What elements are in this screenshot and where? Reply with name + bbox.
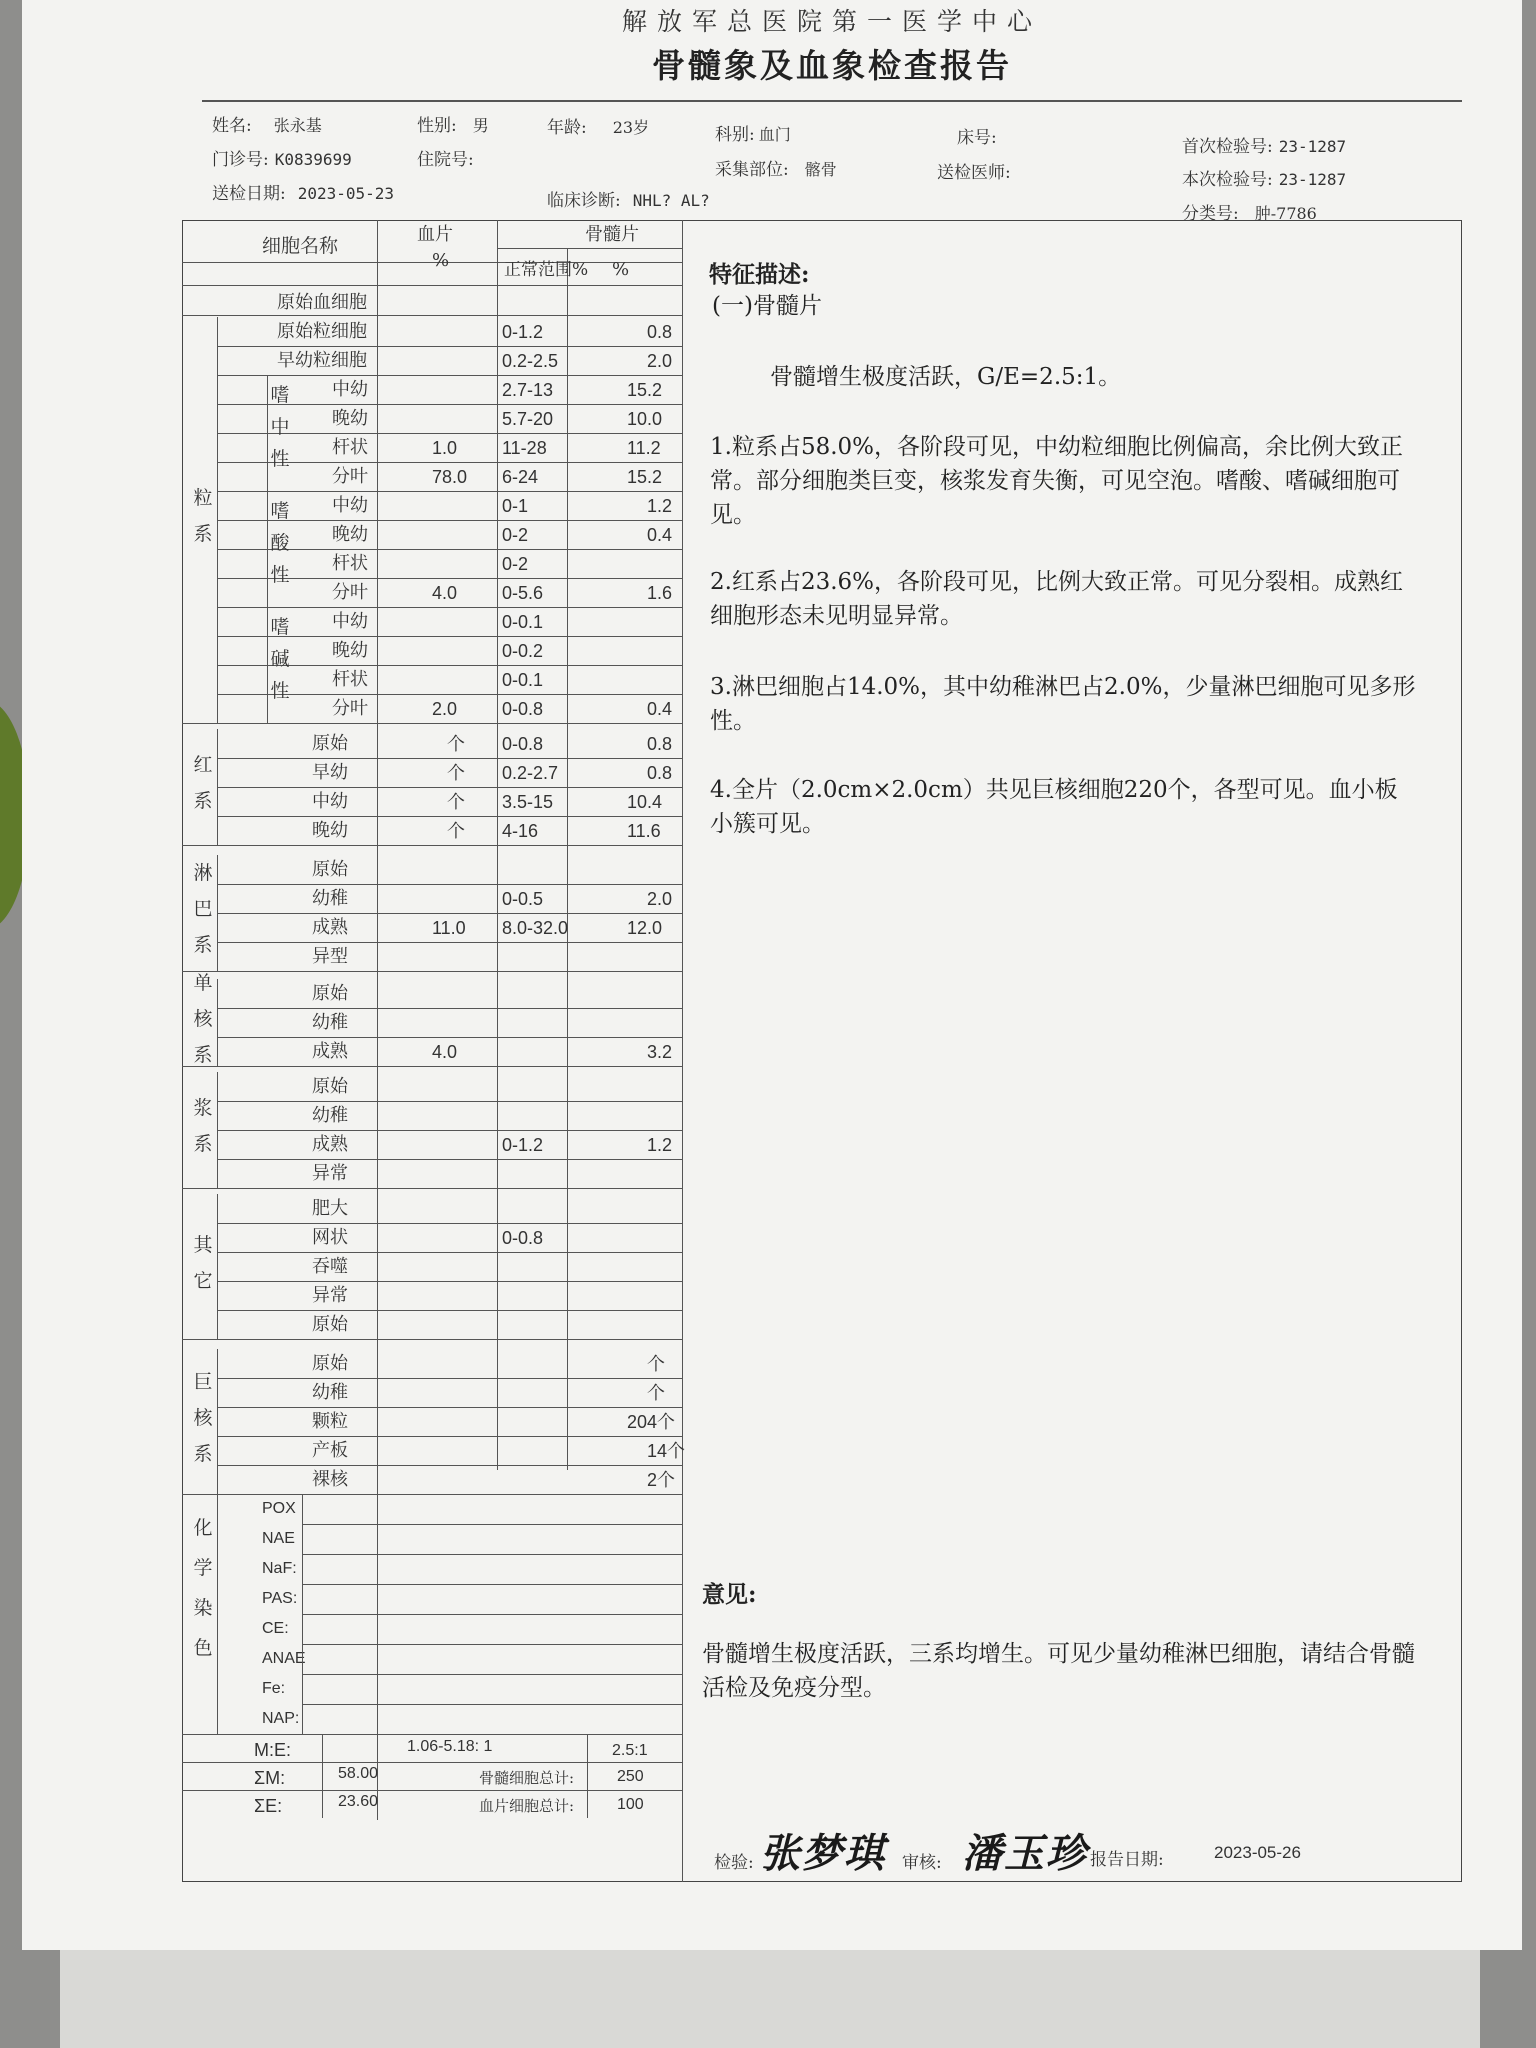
sample-site-field: 采集部位: 髂骨 — [715, 160, 837, 180]
row-pct: 2.0 — [647, 889, 673, 909]
grid-line — [217, 787, 682, 788]
grid-line — [182, 1494, 682, 1495]
row-pct: 0.4 — [647, 699, 673, 719]
row-name: 原始 — [312, 859, 348, 880]
grid-line — [182, 971, 682, 972]
row-range: 0-0.8 — [502, 734, 544, 754]
grid-line — [217, 979, 218, 1066]
blood-total-label: 血片细胞总计: — [479, 1797, 575, 1815]
inpatient-no-field: 住院号: — [417, 150, 474, 170]
header-rule — [202, 100, 1462, 102]
row-range: 6-24 — [502, 467, 539, 487]
sum-m-value: 58.00 — [338, 1765, 379, 1782]
grid-line — [217, 1101, 682, 1102]
row-name: 原始 — [312, 1314, 348, 1335]
grid-line — [497, 248, 682, 249]
grid-line — [217, 913, 682, 914]
row-range: 0-1 — [502, 496, 529, 516]
row-name: 晚幼 — [312, 820, 348, 841]
row-name: 杆状 — [332, 437, 368, 458]
row-range: 4-16 — [502, 821, 539, 841]
row-range: 0-0.8 — [502, 1228, 544, 1248]
row-pct: 14个 — [647, 1441, 686, 1461]
subgroup-char: 性 — [270, 448, 290, 470]
grid-line — [182, 1188, 682, 1189]
row-blood: 78.0 — [432, 467, 468, 487]
grid-line — [182, 1734, 682, 1735]
row-range: 11-28 — [502, 438, 547, 458]
row-name: 网状 — [312, 1227, 348, 1248]
grid-line — [267, 607, 268, 723]
row-name: 晚幼 — [332, 524, 368, 545]
grid-line — [302, 1584, 682, 1585]
row-name: 成熟 — [312, 1041, 348, 1062]
grid-line — [217, 607, 682, 608]
row-name: 分叶 — [332, 698, 368, 719]
row-name: 中幼 — [312, 791, 348, 812]
chem-label: CE: — [262, 1620, 289, 1637]
chem-char: 化 — [193, 1517, 213, 1539]
subgroup-char: 嗜 — [270, 616, 290, 638]
reviewer-label: 审核: — [902, 1853, 942, 1873]
row-name: 中幼 — [332, 495, 368, 516]
this-test-no-field: 本次检验号: 23-1287 — [1182, 170, 1347, 190]
opinion-heading: 意见: — [702, 1581, 757, 1608]
chem-label: NAP: — [262, 1710, 300, 1727]
description-summary: 骨髓增生极度活跃，G/E=2.5:1。 — [770, 364, 1122, 390]
row-name: 产板 — [312, 1440, 348, 1461]
row-pct: 10.4 — [627, 792, 663, 812]
hospital-name: 解放军总医院第一医学中心 — [621, 7, 1042, 36]
grid-line — [302, 1644, 682, 1645]
grid-line — [587, 1734, 588, 1818]
row-range: 0.2-2.5 — [502, 351, 559, 371]
group-label-plasma: 浆 系 — [193, 1097, 213, 1155]
grid-line — [302, 1674, 682, 1675]
grid-line — [322, 1734, 323, 1818]
chem-label: NaF: — [262, 1560, 297, 1577]
row-range: 3.5-15 — [502, 792, 554, 812]
row-name: 早幼 — [312, 762, 348, 783]
row-blood: 4.0 — [432, 1042, 458, 1062]
outpatient-no-field: 门诊号: K0839699 — [212, 150, 352, 170]
bed-field: 床号: — [957, 128, 997, 148]
chem-char: 色 — [193, 1637, 213, 1659]
description-heading: 特征描述: — [709, 261, 810, 288]
grid-line — [217, 1281, 682, 1282]
row-range: 0-0.1 — [502, 670, 544, 690]
grid-line — [377, 220, 378, 1820]
group-label-other: 其 它 — [193, 1233, 213, 1292]
row-range: 0-5.6 — [502, 583, 544, 603]
class-no-field: 分类号: 肿-7786 — [1182, 204, 1317, 224]
grid-line — [217, 491, 682, 492]
row-blood: 个 — [447, 821, 465, 841]
group-label-chem — [192, 1514, 214, 1674]
row-blood: 11.0 — [432, 918, 466, 938]
subgroup-char: 性 — [270, 564, 290, 586]
grid-line — [217, 1252, 682, 1253]
row-name: 原始 — [312, 1353, 348, 1374]
grid-line — [217, 1407, 682, 1408]
row-name: 颗粒 — [312, 1411, 348, 1432]
row-name: 原始 — [312, 983, 348, 1004]
grid-line — [267, 491, 268, 607]
inspector-label: 检验: — [714, 1853, 754, 1873]
grid-line — [217, 317, 218, 723]
me-value: 2.5:1 — [612, 1742, 648, 1759]
subgroup-char: 酸 — [270, 532, 290, 554]
row-pct: 3.2 — [647, 1042, 673, 1062]
row-range: 0-1.2 — [502, 322, 544, 342]
row-name: 分叶 — [332, 466, 368, 487]
opinion-text: 骨髓增生极度活跃，三系均增生。可见少量幼稚淋巴细胞，请结合骨髓活检及免疫分型。 — [702, 1641, 1415, 1701]
group-label-gran: 粒 系 — [193, 487, 213, 545]
subgroup-char: 嗜 — [270, 500, 290, 522]
row-name: 裸核 — [312, 1469, 348, 1490]
row-pct: 个 — [647, 1354, 665, 1374]
row-pct: 2.0 — [647, 351, 673, 371]
row-pct: 0.8 — [647, 763, 673, 783]
sum-e-value: 23.60 — [338, 1793, 379, 1810]
group-label-baso — [269, 613, 291, 709]
row-name: 中幼 — [332, 379, 368, 400]
report-date-label: 报告日期: — [1090, 1850, 1164, 1870]
row-pct: 12.0 — [627, 918, 663, 938]
diagnosis-field: 临床诊断: NHL? AL? — [547, 191, 710, 211]
row-pct: 个 — [647, 1383, 665, 1403]
group-label-mega: 巨 核 系 — [193, 1370, 213, 1465]
row-pct: 11.2 — [627, 438, 661, 458]
grid-line — [217, 1223, 682, 1224]
row-pct: 1.6 — [647, 583, 673, 603]
grid-line — [267, 375, 268, 491]
chem-label: NAE — [262, 1530, 295, 1547]
header-marrow-pct: % — [612, 259, 630, 280]
reviewer-signature: 潘玉珍 — [962, 1830, 1088, 1877]
row-range: 0-2 — [502, 554, 529, 574]
row-blood: 1.0 — [432, 438, 458, 458]
me-range: 1.06-5.18: 1 — [407, 1738, 493, 1755]
report-page — [22, 0, 1522, 1950]
grid-line — [302, 1494, 303, 1734]
chem-char: 学 — [193, 1557, 213, 1579]
row-range: 0-0.2 — [502, 641, 544, 661]
row-blood: 个 — [447, 792, 465, 812]
header-cell-name: 细胞名称 — [262, 235, 339, 257]
row-name: 成熟 — [312, 1134, 348, 1155]
header-blood-pct: % — [432, 250, 450, 271]
grid-line — [217, 1194, 218, 1339]
grid-line — [182, 1066, 682, 1067]
row-range: 5.7-20 — [502, 409, 554, 429]
report-title: 骨髓象及血象检查报告 — [652, 46, 1012, 85]
row-name: 异常 — [312, 1163, 348, 1184]
age-field: 年龄: 23岁 — [547, 118, 650, 138]
subgroup-char: 性 — [270, 680, 290, 702]
chem-label: POX — [262, 1500, 296, 1517]
row-name: 幼稚 — [312, 1012, 348, 1033]
subgroup-char: 嗜 — [270, 384, 290, 406]
grid-line — [217, 1465, 682, 1466]
header-range: 正常范围% — [504, 260, 589, 280]
grid-line — [217, 1378, 682, 1379]
grid-line — [217, 855, 218, 971]
doctor-field: 送检医师: — [937, 163, 1011, 183]
row-name: 晚幼 — [332, 408, 368, 429]
row-pct: 1.2 — [647, 1135, 673, 1155]
header-blood: 血片 — [417, 224, 453, 245]
row-range: 0-0.5 — [502, 889, 544, 909]
grid-line — [217, 816, 682, 817]
row-range: 0-0.8 — [502, 699, 544, 719]
description-item-2: 2.红系占23.6%，各阶段可见，比例大致正常。可见分裂相。成熟红细胞形态未见明显异常。 — [710, 569, 1404, 629]
grid-line — [217, 1310, 682, 1311]
subgroup-char: 碱 — [270, 648, 290, 670]
header-marrow: 骨髓片 — [585, 224, 639, 245]
row-name: 晚幼 — [332, 640, 368, 661]
grid-line — [217, 1008, 682, 1009]
blast-row-label: 原始血细胞 — [277, 292, 367, 313]
description-item-3: 3.淋巴细胞占14.0%，其中幼稚淋巴占2.0%，少量淋巴细胞可见多形性。 — [710, 674, 1416, 734]
row-blood: 个 — [447, 763, 465, 783]
row-name: 原始粒细胞 — [277, 321, 367, 342]
row-name: 异型 — [312, 946, 348, 967]
row-range: 0-1.2 — [502, 1135, 544, 1155]
grid-line — [182, 1790, 682, 1791]
row-name: 幼稚 — [312, 1382, 348, 1403]
grid-line — [302, 1704, 682, 1705]
grid-line — [217, 1037, 682, 1038]
send-date-field: 送检日期: 2023-05-23 — [212, 184, 395, 204]
chem-char: 染 — [193, 1597, 213, 1619]
grid-line — [302, 1524, 682, 1525]
grid-line — [567, 248, 568, 1470]
row-name: 幼稚 — [312, 888, 348, 909]
row-pct: 204个 — [627, 1412, 676, 1432]
row-pct: 0.8 — [647, 734, 673, 754]
grid-line — [217, 729, 218, 845]
chem-label: Fe: — [262, 1680, 286, 1697]
grid-line — [182, 1762, 682, 1763]
chem-label: ANAE — [262, 1650, 306, 1667]
row-range: 2.7-13 — [502, 380, 554, 400]
row-blood: 个 — [447, 734, 465, 754]
row-range: 0-0.1 — [502, 612, 544, 632]
row-blood: 4.0 — [432, 583, 458, 603]
row-name: 原始 — [312, 1076, 348, 1097]
row-pct: 1.2 — [647, 496, 673, 516]
row-name: 吞噬 — [312, 1256, 348, 1277]
row-pct: 15.2 — [627, 380, 663, 400]
row-name: 原始 — [312, 733, 348, 754]
group-label-mono: 单 核 系 — [193, 971, 213, 1066]
grid-line — [217, 1159, 682, 1160]
first-test-no-field: 首次检验号: 23-1287 — [1182, 137, 1347, 157]
group-label-lym: 淋 巴 系 — [193, 862, 213, 956]
grid-line — [182, 285, 682, 286]
row-pct: 15.2 — [627, 467, 663, 487]
grid-line — [182, 1339, 682, 1340]
row-pct: 11.6 — [627, 821, 661, 841]
grid-line — [217, 723, 682, 724]
grid-line — [302, 1554, 682, 1555]
group-label-neut — [269, 381, 291, 477]
description-item-1: 1.粒系占58.0%，各阶段可见，中幼粒细胞比例偏高，余比例大致正常。部分细胞类巨变，核浆发育失衡，可见空泡。嗜酸、嗜碱细胞可见。 — [710, 434, 1404, 528]
description-item-4: 4.全片（2.0cm×2.0cm）共见巨核细胞220个，各型可见。血小板小簇可见。 — [710, 777, 1398, 837]
grid-line — [182, 315, 682, 316]
inspector-signature: 张梦琪 — [760, 1830, 886, 1877]
row-range: 0.2-2.7 — [502, 763, 559, 783]
grid-line — [217, 884, 682, 885]
grid-line — [217, 1349, 218, 1494]
row-name: 杆状 — [332, 669, 368, 690]
marrow-total-value: 250 — [617, 1768, 644, 1785]
row-pct: 2个 — [647, 1470, 676, 1490]
row-name: 分叶 — [332, 582, 368, 603]
subgroup-char: 中 — [270, 416, 290, 438]
row-name: 中幼 — [332, 611, 368, 632]
row-name: 幼稚 — [312, 1105, 348, 1126]
row-name: 成熟 — [312, 917, 348, 938]
grid-line — [217, 346, 682, 347]
grid-line — [217, 942, 682, 943]
chem-label: PAS: — [262, 1590, 298, 1607]
group-label-ery: 红 系 — [193, 754, 213, 812]
row-pct: 0.8 — [647, 322, 673, 342]
row-name: 肥大 — [312, 1198, 348, 1219]
grid-line — [217, 1494, 218, 1734]
name-field: 姓名: 张永基 — [212, 116, 322, 136]
blood-total-value: 100 — [617, 1796, 644, 1813]
row-pct: 10.0 — [627, 409, 663, 429]
row-range: 0-2 — [502, 525, 529, 545]
grid-line — [302, 1614, 682, 1615]
group-label-eos — [269, 497, 291, 593]
sex-field: 性别: 男 — [417, 116, 489, 136]
row-blood: 2.0 — [432, 699, 458, 719]
me-label: M:E: — [254, 1740, 292, 1760]
row-name: 杆状 — [332, 553, 368, 574]
row-name: 异常 — [312, 1285, 348, 1306]
dept-field: 科别: 血门 — [715, 125, 791, 145]
row-name: 早幼粒细胞 — [277, 350, 367, 371]
grid-line — [217, 1130, 682, 1131]
report-date-value: 2023-05-26 — [1214, 1843, 1301, 1862]
description-sub: (一)骨髓片 — [712, 293, 822, 319]
grid-line — [217, 758, 682, 759]
grid-line — [182, 845, 682, 846]
grid-line — [217, 1072, 218, 1188]
grid-line — [217, 375, 682, 376]
sum-e-label: ΣE: — [254, 1796, 283, 1816]
marrow-total-label: 骨髓细胞总计: — [479, 1769, 575, 1787]
row-range: 8.0-32.0 — [502, 918, 569, 938]
row-pct: 0.4 — [647, 525, 673, 545]
divider-right — [682, 220, 683, 1882]
sum-m-label: ΣM: — [254, 1768, 286, 1788]
grid-line — [217, 1436, 682, 1437]
